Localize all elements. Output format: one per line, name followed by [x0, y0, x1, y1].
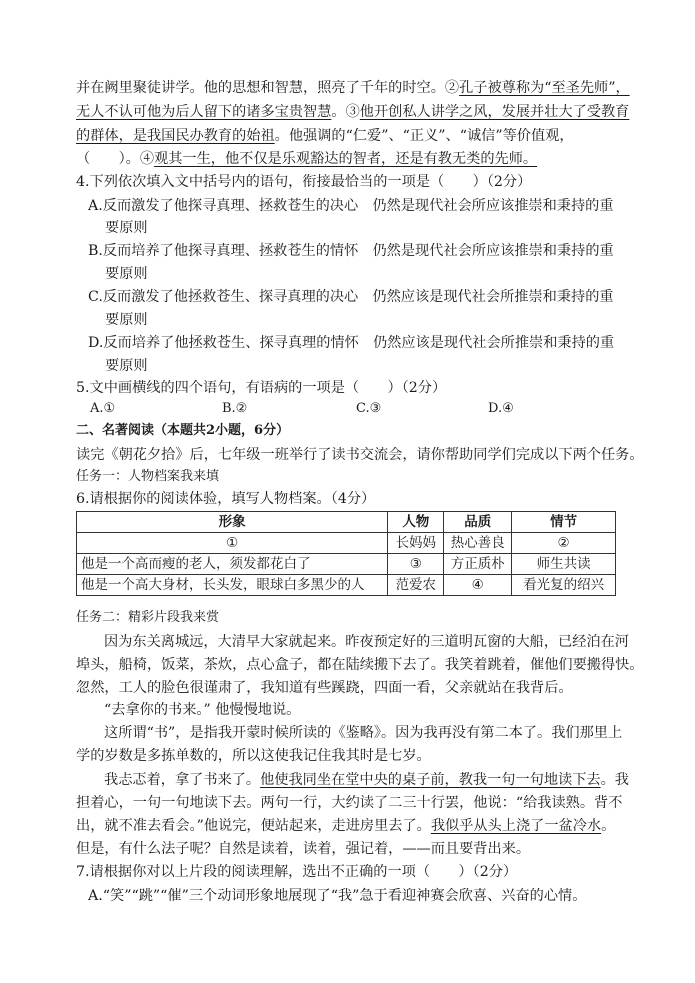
underlined-sentence-4: 观其一生，他不仅是乐观豁达的智者，还是有教无类的先师。	[154, 151, 538, 167]
question-7-stem: 7.请根据你对以上片段的阅读理解，选出不正确的一项（ ）（2分）	[76, 864, 518, 880]
passage-text: 。他强调的“仁爱”、“正义”、“诚信”等价值观，	[274, 128, 574, 144]
table-cell: 他是一个高大身材，长头发，眼球白多黑少的人	[77, 575, 388, 596]
passage-line-4	[76, 149, 537, 169]
underlined-excerpt: 他使我同坐在堂中央的桌子前，教我一句一句地读下去	[260, 772, 601, 788]
table-cell: 师生共读	[512, 554, 616, 575]
underlined-sentence-3: 他开创私人讲学之风，发展并壮大了受教育	[359, 104, 630, 120]
table-row	[77, 575, 616, 596]
header-image: 形象	[77, 512, 388, 533]
q4-option-b: B.反而培养了他探寻真理、拯救苍生的情怀 仍然是现代社会所应该推崇和秉持的重	[88, 243, 614, 259]
table-cell: 他是一个高而瘦的老人，须发都花白了	[77, 554, 388, 575]
table-cell: ④	[444, 575, 512, 596]
excerpt-text: 我忐忑着，拿了书来了。	[104, 772, 261, 788]
passage-line-3	[76, 126, 574, 146]
task-2-title: 任务二：精彩片段我来赏	[76, 610, 220, 625]
underlined-excerpt: 我似乎从头上浇了一盆冷水	[430, 818, 602, 834]
q4-option-c: C.反而激发了他拯救苍生、探寻真理的决心 仍然应该是现代社会所推崇和秉持的重	[88, 289, 614, 305]
excerpt-line: 忽然，工人的脸色很谨肃了，我知道有些蹊跷，四面一看，父亲就站在我背后。	[76, 680, 573, 696]
underlined-sentence-3-cont: 的群体，是我国民办教育的始祖	[76, 128, 275, 144]
excerpt-line	[76, 816, 615, 836]
table-row	[77, 533, 616, 554]
table-cell: ①	[77, 533, 388, 554]
q7-option-a: A.“笑”“跳”“催”三个动词形象地展现了“我”急于看迎神赛会欣喜、兴奋的心情。	[88, 888, 587, 904]
passage-line-1	[76, 78, 630, 98]
q4-option-a: A.反而激发了他探寻真理、拯救苍生的决心 仍然是现代社会所应该推崇和秉持的重	[88, 198, 614, 214]
question-6-stem: 6.请根据你的阅读体验，填写人物档案。（4分）	[76, 491, 376, 507]
task-1-title: 任务一：人物档案我来填	[76, 469, 220, 484]
question-4-stem: 4.下列依次填入文中括号内的语句，衔接最恰当的一项是（ ）（2分）	[76, 174, 532, 190]
excerpt-line: 学的岁数是多拣单数的，所以这使我记住我其时是七岁。	[76, 748, 431, 764]
blank-paren: （ ）。④	[76, 151, 155, 167]
excerpt-line: “去拿你的书来。” 他慢慢地说。	[104, 702, 301, 718]
q4-option-c-cont: 要原则	[105, 312, 148, 328]
excerpt-line	[104, 770, 629, 790]
character-archive-table	[76, 511, 616, 596]
table-cell: 长妈妈	[388, 533, 444, 554]
section-2-heading: 二、名著阅读（本题共2小题，6分）	[76, 423, 290, 438]
excerpt-line: 埠头，船椅，饭菜，茶炊，点心盒子，都在陆续搬下去了。我笑着跳着，催他们要搬得快。	[76, 657, 644, 673]
underlined-sentence-2: 孔子被尊称为“至圣先师”，	[459, 80, 630, 96]
header-quality: 品质	[444, 512, 512, 533]
header-plot: 情节	[512, 512, 616, 533]
table-header-row	[77, 512, 616, 533]
excerpt-line: 因为东关离城远，大清早大家就起来。昨夜预定好的三道明瓦窗的大船，已经泊在河	[104, 634, 629, 650]
q4-option-d: D.反而培养了他拯救苍生、探寻真理的情怀 仍然应该是现代社会所推崇和秉持的重	[88, 335, 615, 351]
question-5-stem: 5.文中画横线的四个语句，有语病的一项是（ ）（2分）	[76, 380, 447, 396]
q5-option-b: B.②	[222, 401, 248, 416]
excerpt-line: 但是，有什么法子呢？自然是读着，读着，强记着，——而且要背出来。	[76, 841, 531, 857]
underlined-sentence-2-cont: 无人不认可他为后人留下的诸多宝贵智慧	[76, 104, 332, 120]
section-2-intro: 读完《朝花夕拾》后，七年级一班举行了读书交流会，请你帮助同学们完成以下两个任务。	[76, 447, 644, 463]
q4-option-a-cont: 要原则	[105, 220, 148, 236]
excerpt-line: 这所谓“书”，是指我开蒙时候所读的《鉴略》。因为我再没有第二本了。我们那里上	[104, 725, 623, 741]
q5-option-c: C.③	[356, 401, 382, 416]
excerpt-line: 担着心，一句一句地读下去。两句一行，大约读了二三十行罢，他说：“给我读熟。背不	[76, 795, 623, 811]
table-cell: ②	[512, 533, 616, 554]
q4-option-b-cont: 要原则	[105, 266, 148, 282]
table-cell: ③	[388, 554, 444, 575]
table-cell: 范爱农	[388, 575, 444, 596]
header-person: 人物	[388, 512, 444, 533]
table-row	[77, 554, 616, 575]
passage-text: 并在阙里聚徒讲学。他的思想和智慧，照亮了千年的时空。②	[76, 80, 460, 96]
q5-option-a: A.①	[90, 401, 116, 416]
excerpt-text: 。我	[600, 772, 629, 788]
table-cell: 方正质朴	[444, 554, 512, 575]
passage-line-2	[76, 102, 629, 122]
passage-text: 。③	[331, 104, 360, 120]
excerpt-text: 出，就不准去看会。”他说完，便站起来，走进房里去了。	[76, 818, 431, 834]
q4-option-d-cont: 要原则	[105, 358, 148, 374]
q5-option-d: D.④	[488, 401, 514, 416]
excerpt-text: 。	[601, 818, 616, 834]
table-cell: 热心善良	[444, 533, 512, 554]
table-cell: 看光复的绍兴	[512, 575, 616, 596]
